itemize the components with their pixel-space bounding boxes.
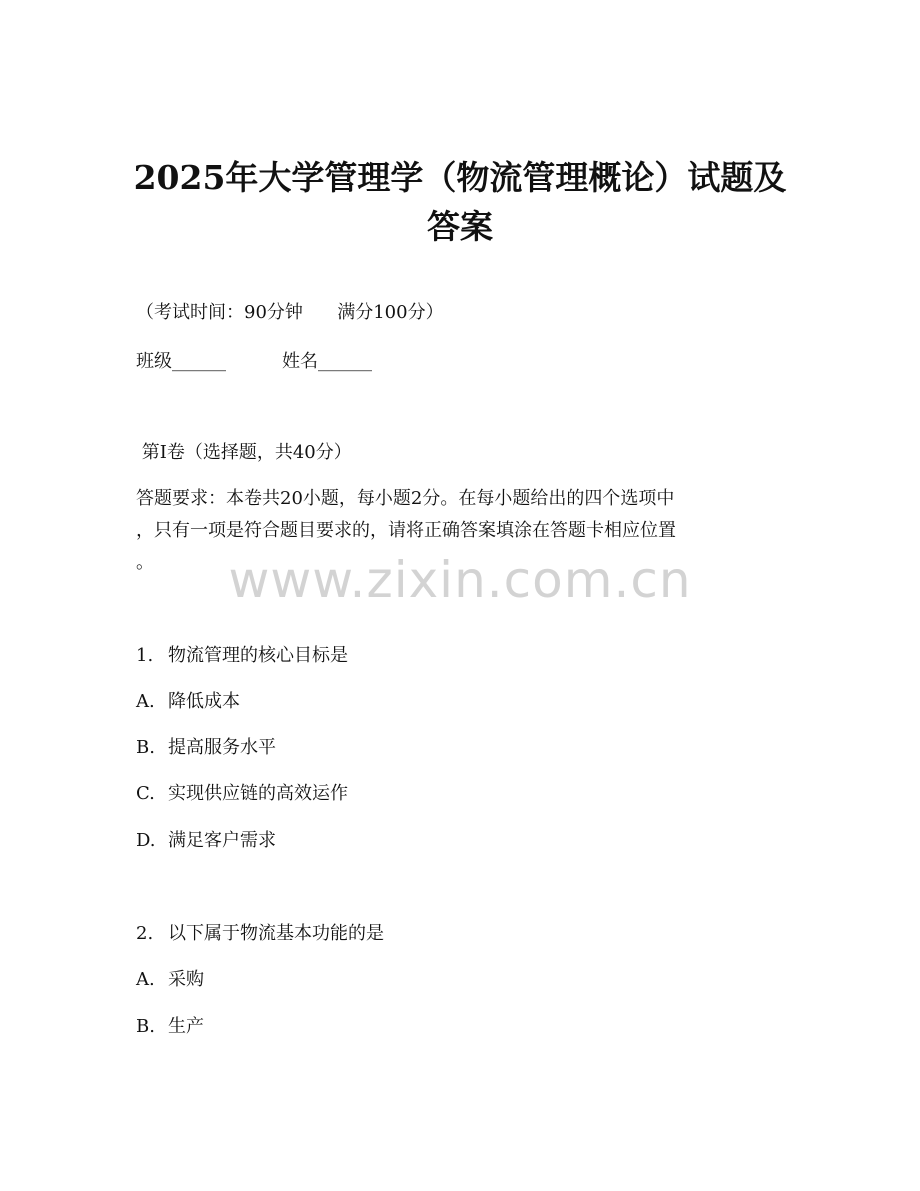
question-1-option-d [136, 828, 276, 854]
question-1-option-b [136, 735, 276, 761]
question-2-option-b [136, 1014, 204, 1040]
option-letter: A. [136, 969, 155, 990]
exam-info: （考试时间：90分钟 满分100分） [136, 302, 444, 323]
question-number: 1. [136, 645, 154, 666]
option-letter: B. [136, 1016, 155, 1037]
option-text: 实现供应链的高效运作 [168, 783, 348, 804]
question-2-option-a [136, 967, 204, 993]
question-1-option-c [136, 781, 348, 807]
name-blank: ______ [318, 351, 372, 372]
class-label: 班级 [136, 351, 172, 372]
section-heading: 第I卷（选择题，共40分） [136, 442, 352, 463]
option-text: 采购 [168, 969, 204, 990]
option-text: 满足客户需求 [168, 830, 276, 851]
option-text: 提高服务水平 [168, 737, 276, 758]
option-text: 生产 [168, 1016, 204, 1037]
question-text: 物流管理的核心目标是 [168, 645, 348, 666]
option-letter: B. [136, 737, 155, 758]
question-1 [136, 643, 348, 669]
option-letter: A. [136, 691, 155, 712]
question-2 [136, 921, 384, 947]
class-blank: ______ [172, 351, 226, 372]
instructions-line-2: ，只有一项是符合题目要求的，请将正确答案填涂在答题卡相应位置 [136, 520, 676, 541]
instructions-line-3: 。 [136, 552, 154, 573]
watermark: www.zixin.com.cn [228, 551, 692, 609]
question-number: 2. [136, 923, 154, 944]
option-letter: D. [136, 830, 156, 851]
student-info-line [136, 349, 372, 375]
question-text: 以下属于物流基本功能的是 [168, 923, 384, 944]
option-letter: C. [136, 783, 155, 804]
instructions-line-1: 答题要求：本卷共20小题，每小题2分。在每小题给出的四个选项中 [136, 488, 675, 509]
name-label: 姓名 [282, 351, 318, 372]
document-title-line-2: 答案 [427, 207, 493, 246]
document-title-line-1: 2025年大学管理学（物流管理概论）试题及 [133, 158, 787, 197]
option-text: 降低成本 [168, 691, 240, 712]
question-1-option-a [136, 689, 240, 715]
